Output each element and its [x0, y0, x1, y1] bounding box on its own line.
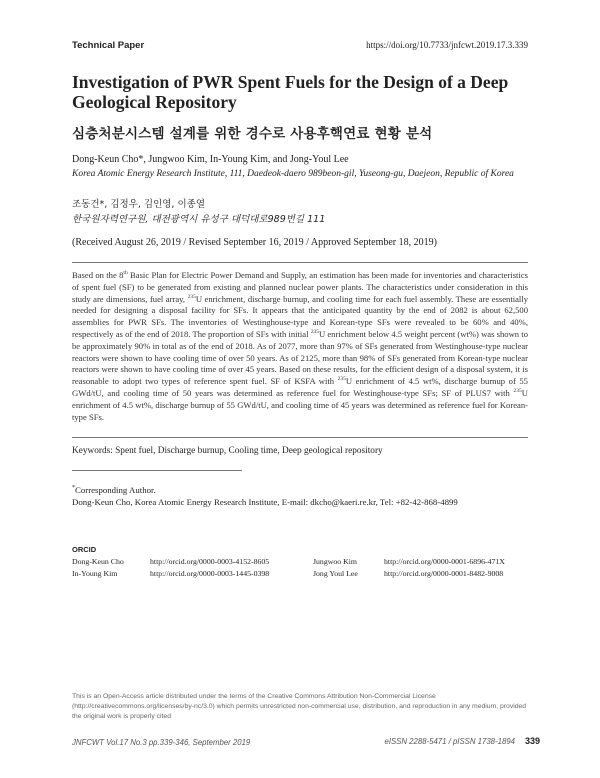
- orcid-link[interactable]: http://orcid.org/0000-0001-8482-9008: [384, 569, 504, 578]
- doi-link[interactable]: https://doi.org/10.7733/jnfcwt.2019.17.3.339: [366, 40, 528, 50]
- paper-title-korean: 심층처분시스템 설계를 위한 경수로 사용후핵연료 현황 분석: [72, 126, 433, 142]
- abstract: [72, 270, 528, 423]
- abstract-sup-3: 235: [310, 329, 319, 336]
- license-notice: This is an Open-Access article distributed under the terms of the Creative Commons Attribution Non-Commercial License (http://creativecommons.org/licenses/by-nc/3.0) which permits unrestricted non-commercial use, distribution, and reproduction in any medium, provided the original work is properly cited: [72, 693, 527, 720]
- submission-dates: (Received August 26, 2019 / Revised September 16, 2019 / Approved September 18, 2019): [72, 237, 437, 248]
- orcid-link[interactable]: http://orcid.org/0000-0003-4152-8605: [150, 557, 270, 566]
- orcid-link[interactable]: http://orcid.org/0000-0001-6896-471X: [384, 557, 505, 566]
- abstract-text-2: Basic Plan for Electric Power Demand and Supply, an estimation has been made for inventories and characteristics of spent fuel (SF) to be generated from existing and planned nuclear power plants. The characteristics under consideration in this study are dimensions, fuel array,: [72, 270, 528, 304]
- abstract-sup-4: 235: [337, 376, 346, 383]
- abstract-text-4: U enrichment below 4.5 weight percent (wt%) was shown to be approximately 90% in total as of the end of 2018. As of 2077, more than 97% of SFs generated from Westinghouse-type nuclear reactors were shown to have cooling time of over 50 years. As of 2125, more than 98% of SFs generated from Korean-type nuclear reactors were shown to have cooling time of over 45 years. Based on these results, for the efficient design of a disposal system, it is reasonable to adopt two types of reference spent fuel. SF of KSFA with: [72, 328, 528, 387]
- orcid-name: Dong-Keun Cho: [72, 557, 124, 566]
- orcid-link[interactable]: http://orcid.org/0000-0003-1445-0398: [150, 569, 270, 578]
- orcid-name: Jong Youl Lee: [313, 569, 358, 578]
- footnote-rule: [72, 470, 242, 471]
- orcid-name: Jungwoo Kim: [313, 557, 357, 566]
- orcid-name: In-Young Kim: [72, 569, 118, 578]
- corresponding-author: [72, 482, 458, 508]
- page-number: 339: [524, 736, 540, 746]
- abstract-text-1: Based on the 8: [72, 270, 124, 280]
- author-list: Dong-Keun Cho*, Jungwoo Kim, In-Young Kim, and Jong-Youl Lee: [72, 154, 349, 165]
- keywords: Keywords: Spent fuel, Discharge burnup, Cooling time, Deep geological repository: [72, 446, 383, 456]
- abstract-text-3: U enrichment, discharge burnup, and cooling time for each fuel assembly. These are essentially needed for designing a disposal facility for SFs. It appears that the anticipated quantity by the end of 2082 is about 62,500 assemblies for PWR SFs. The inventories of Westinghouse-type and Korean-type SFs were revealed to be 60% and 40%, respectively as of the end of 2018. The proportion of SFs with initial: [72, 293, 528, 339]
- abstract-text-6: U enrichment of 4.5 wt%, discharge burnup of 55 GWd/tU, and cooling time of 45 years was determined as reference fuel for Korean-type SFs.: [72, 387, 528, 422]
- abstract-top-rule: [72, 262, 528, 263]
- affiliation-korean: 한국원자력연구원, 대전광역시 유성구 대덕대로989번길 111: [72, 214, 326, 225]
- issn-text: eISSN 2288-5471 / pISSN 1738-1894: [384, 737, 515, 746]
- paper-type-label: Technical Paper: [72, 40, 145, 51]
- paper-title: Investigation of PWR Spent Fuels for the Design of a Deep Geological Repository: [72, 72, 509, 112]
- author-list-korean: 조동건*, 김정우, 김인영, 이종열: [72, 199, 205, 210]
- orcid-heading: ORCID: [72, 545, 97, 554]
- abstract-sup-5: 235: [513, 388, 522, 395]
- journal-citation: JNFCWT Vol.17 No.3 pp.339-346, September 2019: [72, 738, 251, 747]
- affiliation: Korea Atomic Energy Research Institute, 111, Daedeok-daero 989beon-gil, Yuseong-gu, Daejeon, Republic of Korea: [72, 169, 514, 179]
- abstract-text-5: U enrichment of 4.5 wt%, discharge burnup of 55 GWd/tU, and cooling time of 50 years was determined as reference fuel for Westinghouse-type SFs; SF of PLUS7 with: [72, 376, 528, 398]
- footer-issn: [384, 736, 540, 746]
- abstract-sup-1: th: [123, 270, 128, 277]
- abstract-sup-2: 235: [187, 293, 196, 300]
- corresponding-detail: Dong-Keun Cho, Korea Atomic Energy Research Institute, E-mail: dkcho@kaeri.re.kr, Tel: +82-42-868-4899: [72, 496, 458, 507]
- corresponding-mark: *: [72, 485, 75, 491]
- abstract-bottom-rule: [72, 437, 528, 438]
- corresponding-label: Corresponding Author.: [75, 484, 156, 495]
